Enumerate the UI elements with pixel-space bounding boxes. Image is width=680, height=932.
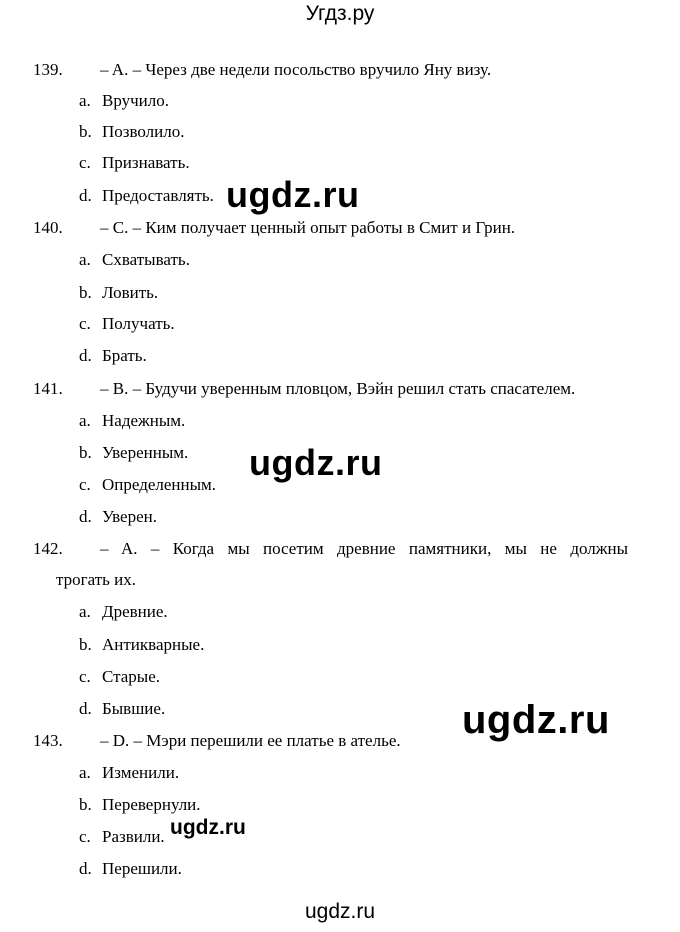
option-text: Перешили. — [102, 859, 182, 878]
watermark: ugdz.ru — [226, 174, 360, 215]
option-text: Развили. — [102, 827, 165, 846]
option-text: Перевернули. — [102, 795, 201, 814]
option-text: Уверенным. — [102, 443, 189, 462]
question-number: 141. — [33, 379, 63, 398]
option-text: Древние. — [102, 602, 168, 621]
option-letter: a. — [79, 602, 91, 621]
option-text: Брать. — [102, 346, 147, 365]
option-letter: a. — [79, 411, 91, 430]
option-letter: c. — [79, 153, 91, 172]
option-text: Вручило. — [102, 91, 169, 110]
option-letter: d. — [79, 699, 92, 718]
question-number: 139. — [33, 60, 63, 79]
option-text: Антикварные. — [102, 635, 205, 654]
question-text: – C. – Ким получает ценный опыт работы в Смит и Грин. — [100, 218, 516, 237]
question-text: – B. – Будучи уверенным пловцом, Вэйн решил стать спасателем. — [100, 379, 576, 398]
option-text: Схватывать. — [102, 250, 190, 269]
option-text: Получать. — [102, 314, 175, 333]
option-text: Бывшие. — [102, 699, 166, 718]
option-text: Изменили. — [102, 763, 180, 782]
option-text: Ловить. — [102, 283, 159, 302]
option-text: Уверен. — [102, 507, 157, 526]
question-number: 143. — [33, 731, 63, 750]
option-text: Старые. — [102, 667, 161, 686]
option-letter: d. — [79, 859, 92, 878]
option-letter: a. — [79, 91, 91, 110]
question-text: – A. – Когда мы посетим древние памятники, мы не должны — [100, 539, 628, 558]
option-letter: b. — [79, 122, 92, 141]
option-text: Определенным. — [102, 475, 217, 494]
question-number: 140. — [33, 218, 63, 237]
watermark: ugdz.ru — [170, 816, 246, 839]
option-letter: b. — [79, 635, 92, 654]
question-text: – D. – Мэри перешили ее платье в ателье. — [100, 731, 401, 750]
option-letter: c. — [79, 314, 91, 333]
option-letter: d. — [79, 186, 92, 205]
option-letter: c. — [79, 475, 91, 494]
option-text: Позволило. — [102, 122, 185, 141]
option-letter: c. — [79, 827, 91, 846]
option-letter: b. — [79, 795, 92, 814]
option-letter: a. — [79, 250, 91, 269]
option-letter: d. — [79, 507, 92, 526]
option-text: Признавать. — [102, 153, 190, 172]
option-letter: b. — [79, 443, 92, 462]
option-letter: a. — [79, 763, 91, 782]
question-number: 142. — [33, 539, 63, 558]
site-footer-text: ugdz.ru — [304, 900, 376, 923]
option-letter: d. — [79, 346, 92, 365]
option-text: Надежным. — [102, 411, 186, 430]
option-letter: c. — [79, 667, 91, 686]
site-header-title: Угдз.ру — [305, 2, 375, 25]
question-text: – A. – Через две недели посольство вручило Яну визу. — [100, 60, 492, 79]
watermark: ugdz.ru — [462, 698, 610, 742]
option-letter: b. — [79, 283, 92, 302]
option-text: Предоставлять. — [102, 186, 214, 205]
question-text-continuation: трогать их. — [56, 570, 136, 589]
watermark: ugdz.ru — [249, 442, 383, 483]
